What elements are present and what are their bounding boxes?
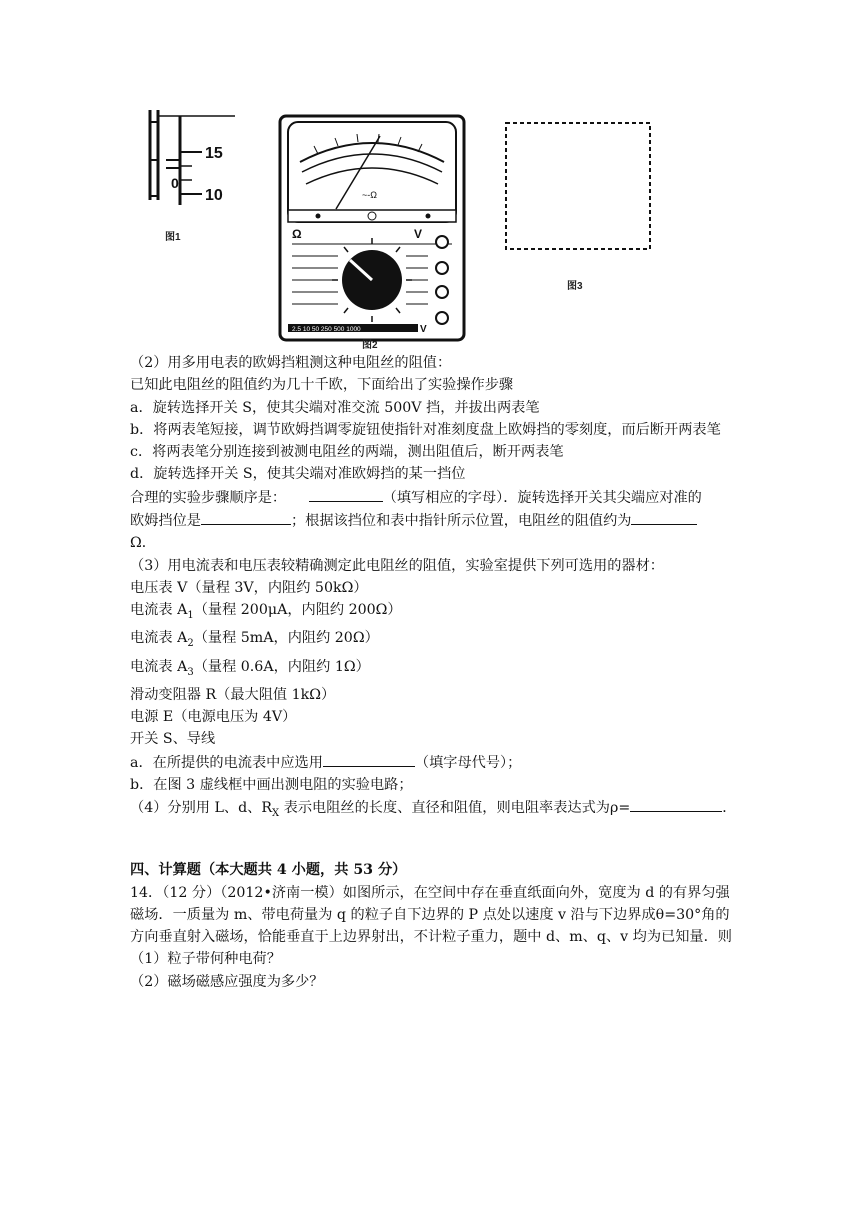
micrometer-label-15: 15	[205, 145, 223, 162]
part4-line: （4）分别用 L、d、$R_X$ 表示电阻丝的长度、直径和阻值，则电阻率表达式为ρ= ．	[130, 796, 735, 825]
line-known: 已知此电阻丝的阻值约为几十千欧，下面给出了实验操作步骤	[130, 377, 514, 394]
answer-blank-range[interactable]	[201, 509, 291, 525]
meter-scale-text: ~-Ω	[362, 190, 377, 200]
equip-voltmeter: 电压表 V（量程 3V，内阻约 50kΩ）	[130, 579, 368, 596]
equip-rheostat: 滑动变阻器 R（最大阻值 1kΩ）	[130, 686, 336, 703]
circuit-box-figure	[503, 120, 653, 252]
line-part3-title: （3）用电流表和电压表较精确测定此电阻丝的阻值，实验室提供下列可选用的器材：	[130, 557, 664, 574]
step-d: d．旋转选择开关 S，使其尖端对准欧姆挡的某一挡位	[130, 466, 466, 483]
order-line: 合理的实验步骤顺序是： （填写相应的字母）．旋转选择开关其尖端应对准的	[130, 486, 735, 509]
range-line: 欧姆挡位是 ；根据该挡位和表中指针所示位置，电阻丝的阻值约为	[130, 509, 735, 532]
ohm-label: Ω	[292, 227, 302, 241]
section-heading: 四、计算题（本大题共 4 小题，共 53 分）	[130, 862, 407, 879]
range-strip: 2.5 10 50 250 500 1000	[292, 326, 361, 333]
equip-switch: 开关 S、导线	[130, 731, 216, 748]
micrometer-figure	[130, 110, 240, 210]
ohm-unit-line: Ω．	[130, 535, 156, 552]
multimeter-figure	[278, 114, 466, 344]
volt-label: V	[414, 227, 423, 241]
question-14: 14．（12 分）（2012•济南一模）如图所示，在空间中存在垂直纸面向外，宽度为 d 的有界匀强磁场．一质量为 m、带电荷量为 q 的粒子自下边界的 P 点处以速度 v 沿与下边界成θ=30°角的方向垂直射入磁场，恰能垂直于上边界射出，不计粒子重力，题中 d、m、q、v 均为已知量．则	[130, 884, 732, 946]
line-part2-title: （2）用多用电表的欧姆挡粗测这种电阻丝的阻值：	[130, 355, 452, 371]
part3-b: b．在图 3 虚线框中画出测电阻的实验电路；	[130, 776, 413, 793]
answer-blank-order[interactable]	[309, 486, 383, 502]
micrometer-label-0: 0	[171, 175, 179, 191]
step-c: c．将两表笔分别连接到被测电阻丝的两端，测出阻值后，断开两表笔	[130, 444, 564, 461]
equip-ammeter-a2: 电流表 $A_2$（量程 5mA，内阻约 20Ω）	[130, 630, 379, 650]
question-text	[130, 352, 735, 993]
figure-1-caption: 图1	[165, 232, 181, 243]
corner-v-label: V	[420, 324, 427, 335]
step-b: b．将两表笔短接，调节欧姆挡调零旋钮使指针对准刻度盘上欧姆挡的零刻度，而后断开两表笔	[130, 421, 721, 438]
question-14-part1: （1）粒子带何种电荷？	[130, 951, 281, 968]
part3-a: a．在所提供的电流表中应选用 （填字母代号）；	[130, 751, 735, 774]
answer-blank-resistivity[interactable]	[630, 796, 722, 812]
step-a: a．旋转选择开关 S，使其尖端对准交流 500V 挡，并拔出两表笔	[130, 399, 540, 416]
answer-blank-ammeter[interactable]	[323, 751, 415, 767]
figure-3-caption: 图3	[567, 281, 583, 292]
answer-blank-resistance[interactable]	[631, 509, 697, 525]
question-14-part2: （2）磁场磁感应强度为多少？	[130, 973, 324, 990]
micrometer-label-10: 10	[205, 187, 223, 204]
equip-ammeter-a1: 电流表 $A_1$（量程 200μA，内阻约 200Ω）	[130, 602, 402, 622]
figures-row	[0, 100, 860, 350]
equip-ammeter-a3: 电流表 $A_3$（量程 0.6A，内阻约 1Ω）	[130, 658, 370, 678]
figure-2-caption: 图2	[362, 340, 378, 351]
equip-source: 电源 E（电源电压为 4V）	[130, 708, 297, 725]
